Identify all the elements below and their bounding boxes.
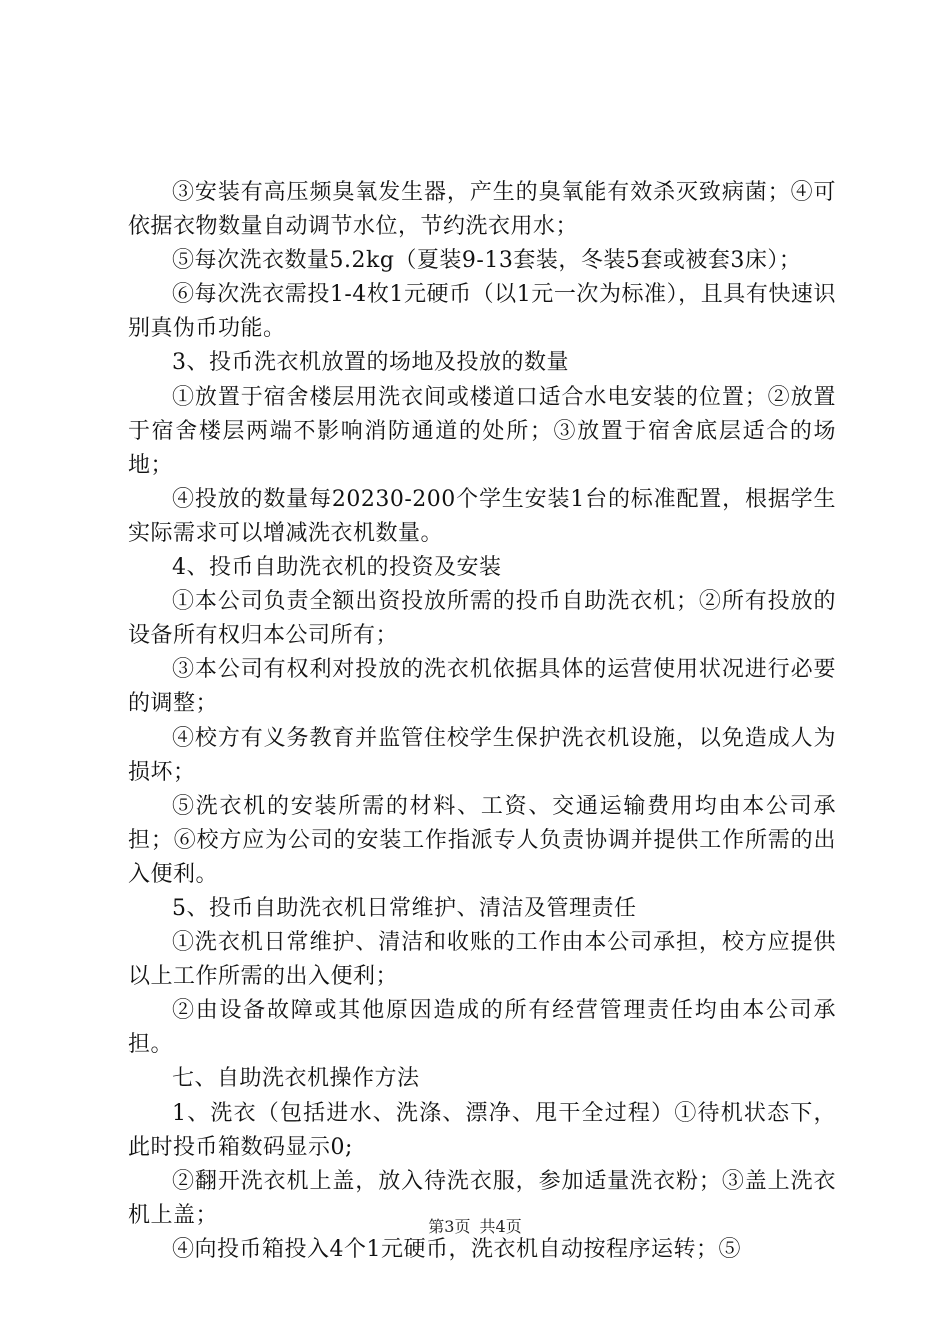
paragraph: ④校方有义务教育并监管住校学生保护洗衣机设施，以免造成人为损坏； <box>128 725 836 785</box>
paragraph: ②由设备故障或其他原因造成的所有经营管理责任均由本公司承担。 <box>128 998 836 1058</box>
section-heading: 七、自助洗衣机操作方法 <box>172 1066 420 1092</box>
paragraph: ④向投币箱投入4个1元硬币，洗衣机自动按程序运转；⑤ <box>172 1236 741 1262</box>
section-heading: 4、投币自助洗衣机的投资及安装 <box>172 555 502 581</box>
paragraph: ⑥每次洗衣需投1-4枚1元硬币（以1元一次为标准），且具有快速识别真伪币功能。 <box>128 282 836 342</box>
paragraph: ②翻开洗衣机上盖，放入待洗衣服，参加适量洗衣粉；③盖上洗衣机上盖； <box>128 1168 836 1228</box>
section-heading: 5、投币自助洗衣机日常维护、清洁及管理责任 <box>172 895 637 921</box>
paragraph: ①洗衣机日常维护、清洁和收账的工作由本公司承担，校方应提供以上工作所需的出入便利； <box>128 930 836 990</box>
document-body <box>128 176 836 1267</box>
paragraph: ④投放的数量每20230-200个学生安装1台的标准配置，根据学生实际需求可以增减洗衣机数量。 <box>128 486 836 546</box>
paragraph: ③安装有高压频臭氧发生器，产生的臭氧能有效杀灭致病菌；④可依据衣物数量自动调节水位，节约洗衣用水； <box>128 180 836 240</box>
page-number: 第3页 <box>428 1217 471 1236</box>
section-heading: 3、投币洗衣机放置的场地及投放的数量 <box>172 350 569 376</box>
paragraph: ①本公司负责全额出资投放所需的投币自助洗衣机；②所有投放的设备所有权归本公司所有； <box>128 589 836 649</box>
paragraph: 1、洗衣（包括进水、洗涤、漂净、甩干全过程）①待机状态下，此时投币箱数码显示0; <box>128 1100 836 1160</box>
paragraph: ⑤洗衣机的安装所需的材料、工资、交通运输费用均由本公司承担；⑥校方应为公司的安装工作指派专人负责协调并提供工作所需的出入便利。 <box>128 793 836 887</box>
paragraph: ③本公司有权利对投放的洗衣机依据具体的运营使用状况进行必要的调整； <box>128 657 836 717</box>
paragraph: ⑤每次洗衣数量5.2kg（夏装9-13套装，冬装5套或被套3床）； <box>172 248 802 274</box>
page-total: 共4页 <box>479 1217 522 1236</box>
page-footer <box>0 1215 950 1239</box>
paragraph: ①放置于宿舍楼层用洗衣间或楼道口适合水电安装的位置；②放置于宿舍楼层两端不影响消防通道的处所；③放置于宿舍底层适合的场地； <box>128 384 836 478</box>
